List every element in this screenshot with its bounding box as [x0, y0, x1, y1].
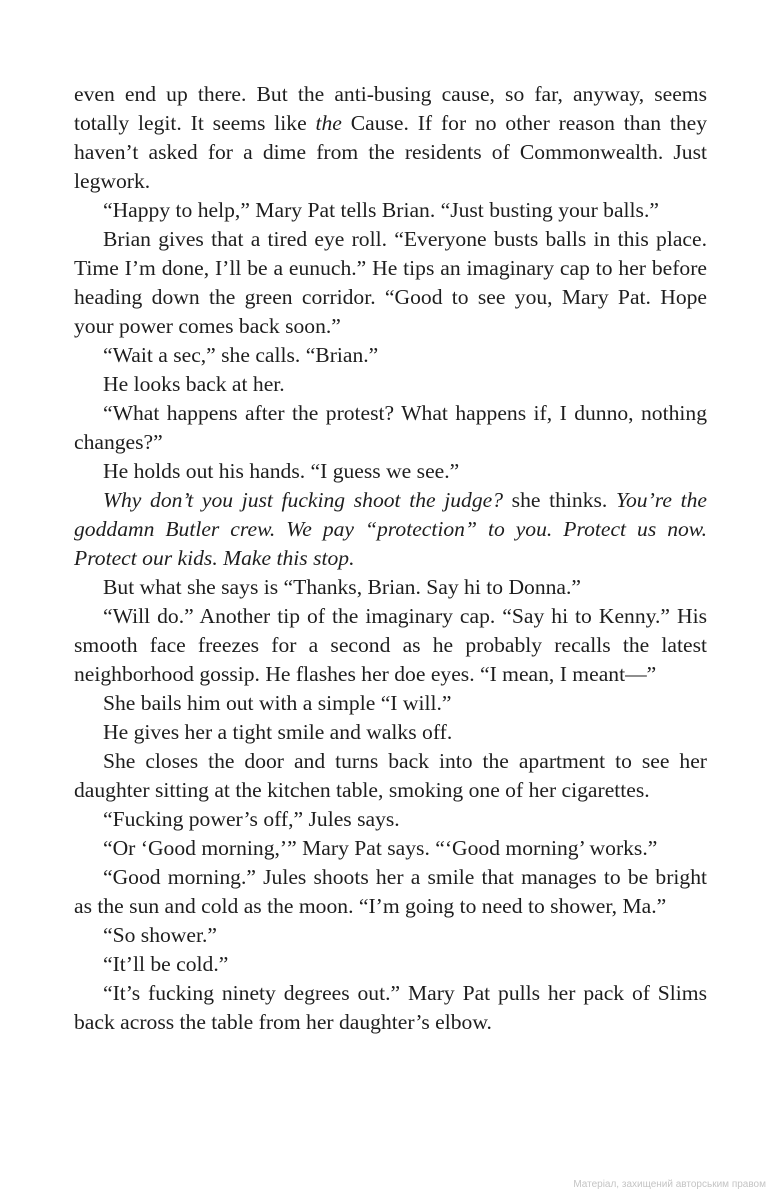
text-run: “What happens after the protest? What happens if, I dunno, nothing changes?”: [74, 401, 707, 454]
paragraph: [74, 196, 707, 225]
text-run: “It’ll be cold.”: [103, 952, 229, 976]
paragraph: [74, 834, 707, 863]
paragraph: [74, 747, 707, 805]
copyright-watermark: Матеріал, захищений авторським правом: [573, 1179, 766, 1190]
italic-text-run: Why don’t you just fucking shoot the judge?: [103, 488, 504, 512]
paragraph: [74, 225, 707, 341]
paragraph: [74, 341, 707, 370]
paragraph: [74, 805, 707, 834]
text-run: He looks back at her.: [103, 372, 285, 396]
italic-text-run: the: [315, 111, 342, 135]
text-run: “Will do.” Another tip of the imaginary cap. “Say hi to Kenny.” His smooth face freezes for a second as he probably recalls the latest neighborhood gossip. He flashes her doe eyes. “I mean, I meant—”: [74, 604, 707, 686]
paragraph: [74, 399, 707, 457]
italic-text-run: You’re the goddamn Butler crew. We pay “protection” to you. Protect us now. Protect our kids. Make this stop.: [74, 488, 708, 570]
paragraph: [74, 602, 707, 689]
text-run: She bails him out with a simple “I will.”: [103, 691, 452, 715]
text-run: He holds out his hands. “I guess we see.”: [103, 459, 460, 483]
text-run: “Wait a sec,” she calls. “Brian.”: [103, 343, 379, 367]
text-run: “Good morning.” Jules shoots her a smile that manages to be bright as the sun and cold as the moon. “I’m going to need to shower, Ma.”: [74, 865, 707, 918]
text-run: Cause. If for no other reason than they haven’t asked for a dime from the residents of Commonwealth. Just legwork.: [74, 111, 708, 193]
text-run: “Happy to help,” Mary Pat tells Brian. “Just busting your balls.”: [103, 198, 659, 222]
paragraph: [74, 689, 707, 718]
paragraph: [74, 950, 707, 979]
text-run: But what she says is “Thanks, Brian. Say hi to Donna.”: [103, 575, 581, 599]
text-run: She closes the door and turns back into the apartment to see her daughter sitting at the kitchen table, smoking one of her cigarettes.: [74, 749, 707, 802]
text-run: “It’s fucking ninety degrees out.” Mary Pat pulls her pack of Slims back across the table from her daughter’s elbow.: [74, 981, 707, 1034]
text-run: Brian gives that a tired eye roll. “Everyone busts balls in this place. Time I’m done, I’ll be a eunuch.” He tips an imaginary cap to her before heading down the green corridor. “Good to see you, Mary Pat. Hope your power comes back soon.”: [74, 227, 707, 338]
paragraph: [74, 486, 707, 573]
paragraph: [74, 80, 707, 196]
paragraph: [74, 863, 707, 921]
paragraph: [74, 979, 707, 1037]
text-run: “Or ‘Good morning,’” Mary Pat says. “‘Good morning’ works.”: [103, 836, 658, 860]
paragraph: [74, 457, 707, 486]
text-run: He gives her a tight smile and walks off.: [103, 720, 453, 744]
paragraph: [74, 573, 707, 602]
paragraph: [74, 718, 707, 747]
text-run: “Fucking power’s off,” Jules says.: [103, 807, 400, 831]
text-run: she thinks.: [503, 488, 616, 512]
paragraph: [74, 370, 707, 399]
book-page-text: [74, 80, 707, 1037]
text-run: even end up there. But the anti-busing cause, so far, anyway, seems totally legit. It seems like: [74, 82, 707, 135]
text-run: “So shower.”: [103, 923, 217, 947]
paragraph: [74, 921, 707, 950]
